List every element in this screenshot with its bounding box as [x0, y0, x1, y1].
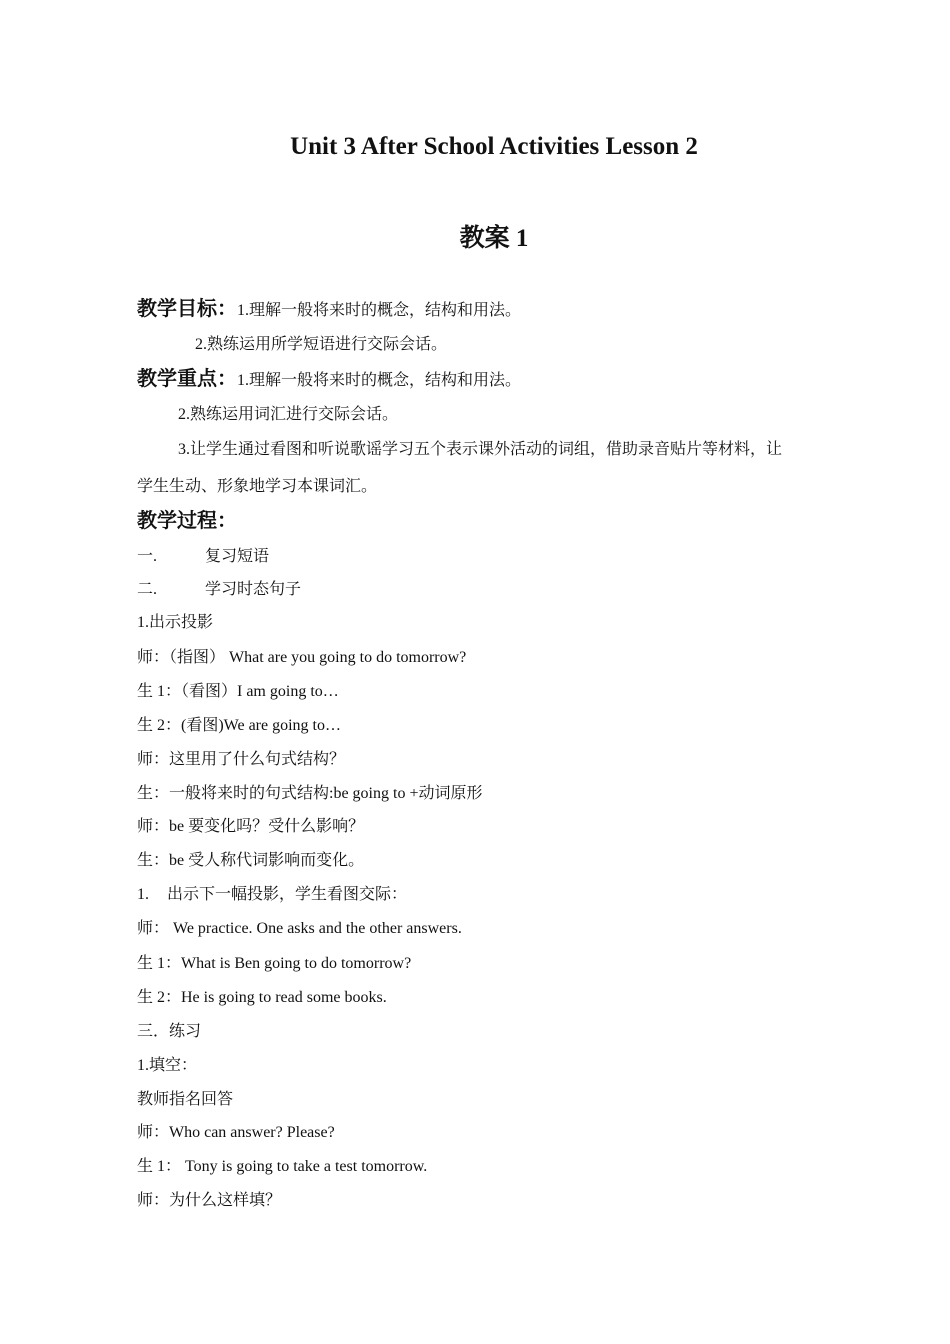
document-title: Unit 3 After School Activities Lesson 2: [290, 133, 698, 160]
document-subtitle: 教案 1: [459, 225, 529, 252]
objectives-line-1: [137, 298, 521, 321]
objectives-heading: 教学目标：: [137, 296, 237, 320]
process-heading: 教学过程：: [137, 508, 237, 532]
process-line: 生：一般将来时的句式结构:be going to +动词原形: [137, 785, 483, 802]
key-points-item-1: 1.理解一般将来时的概念，结构和用法。: [237, 372, 522, 389]
step-2-text: 学习时态句子: [205, 581, 302, 598]
process-line: 1.填空：: [137, 1057, 198, 1074]
process-line: 生 1：What is Ben going to do tomorrow?: [137, 955, 412, 972]
process-line: 师：为什么这样填？: [137, 1192, 282, 1209]
process-line: 1.出示投影: [137, 614, 214, 631]
key-points-heading: 教学重点：: [137, 366, 237, 390]
process-line: 生 1： Tony is going to take a test tomorrow.: [137, 1158, 428, 1175]
process-step-2: [137, 580, 301, 600]
process-line: 教师指名回答: [137, 1091, 234, 1108]
sub-item-text: 出示下一幅投影，学生看图交际：: [167, 886, 408, 903]
process-line: 师： We practice. One asks and the other answers.: [137, 920, 462, 937]
process-line: 生 2：(看图)We are going to…: [137, 717, 342, 734]
objectives-item-1: 1.理解一般将来时的概念，结构和用法。: [237, 302, 522, 319]
key-points-item-2: 2.熟练运用词汇进行交际会话。: [178, 406, 399, 423]
process-step-1: [137, 547, 269, 567]
key-points-line-1: [137, 368, 521, 391]
process-line: 师：Who can answer? Please?: [137, 1124, 335, 1141]
process-step-3: 三．练习: [137, 1023, 202, 1040]
process-line: 生：be 受人称代词影响而变化。: [137, 852, 365, 869]
step-2-number: 二.: [137, 581, 158, 598]
key-points-item-3-line-2: 学生生动、形象地学习本课词汇。: [137, 478, 378, 495]
step-1-text: 复习短语: [205, 548, 270, 565]
process-line: 生 2：He is going to read some books.: [137, 989, 387, 1006]
process-sub-item: [137, 885, 407, 905]
process-line: 师：（指图） What are you going to do tomorrow?: [137, 649, 467, 666]
process-line: 师：这里用了什么句式结构？: [137, 751, 346, 768]
objectives-item-2: 2.熟练运用所学短语进行交际会话。: [195, 336, 448, 353]
process-line: 生 1：（看图）I am going to…: [137, 683, 339, 700]
sub-item-number: 1.: [137, 886, 149, 903]
step-1-number: 一.: [137, 548, 158, 565]
key-points-item-3-line-1: 3.让学生通过看图和听说歌谣学习五个表示课外活动的词组，借助录音贴片等材料，让: [178, 441, 783, 458]
process-line: 师：be 要变化吗？受什么影响？: [137, 818, 365, 835]
